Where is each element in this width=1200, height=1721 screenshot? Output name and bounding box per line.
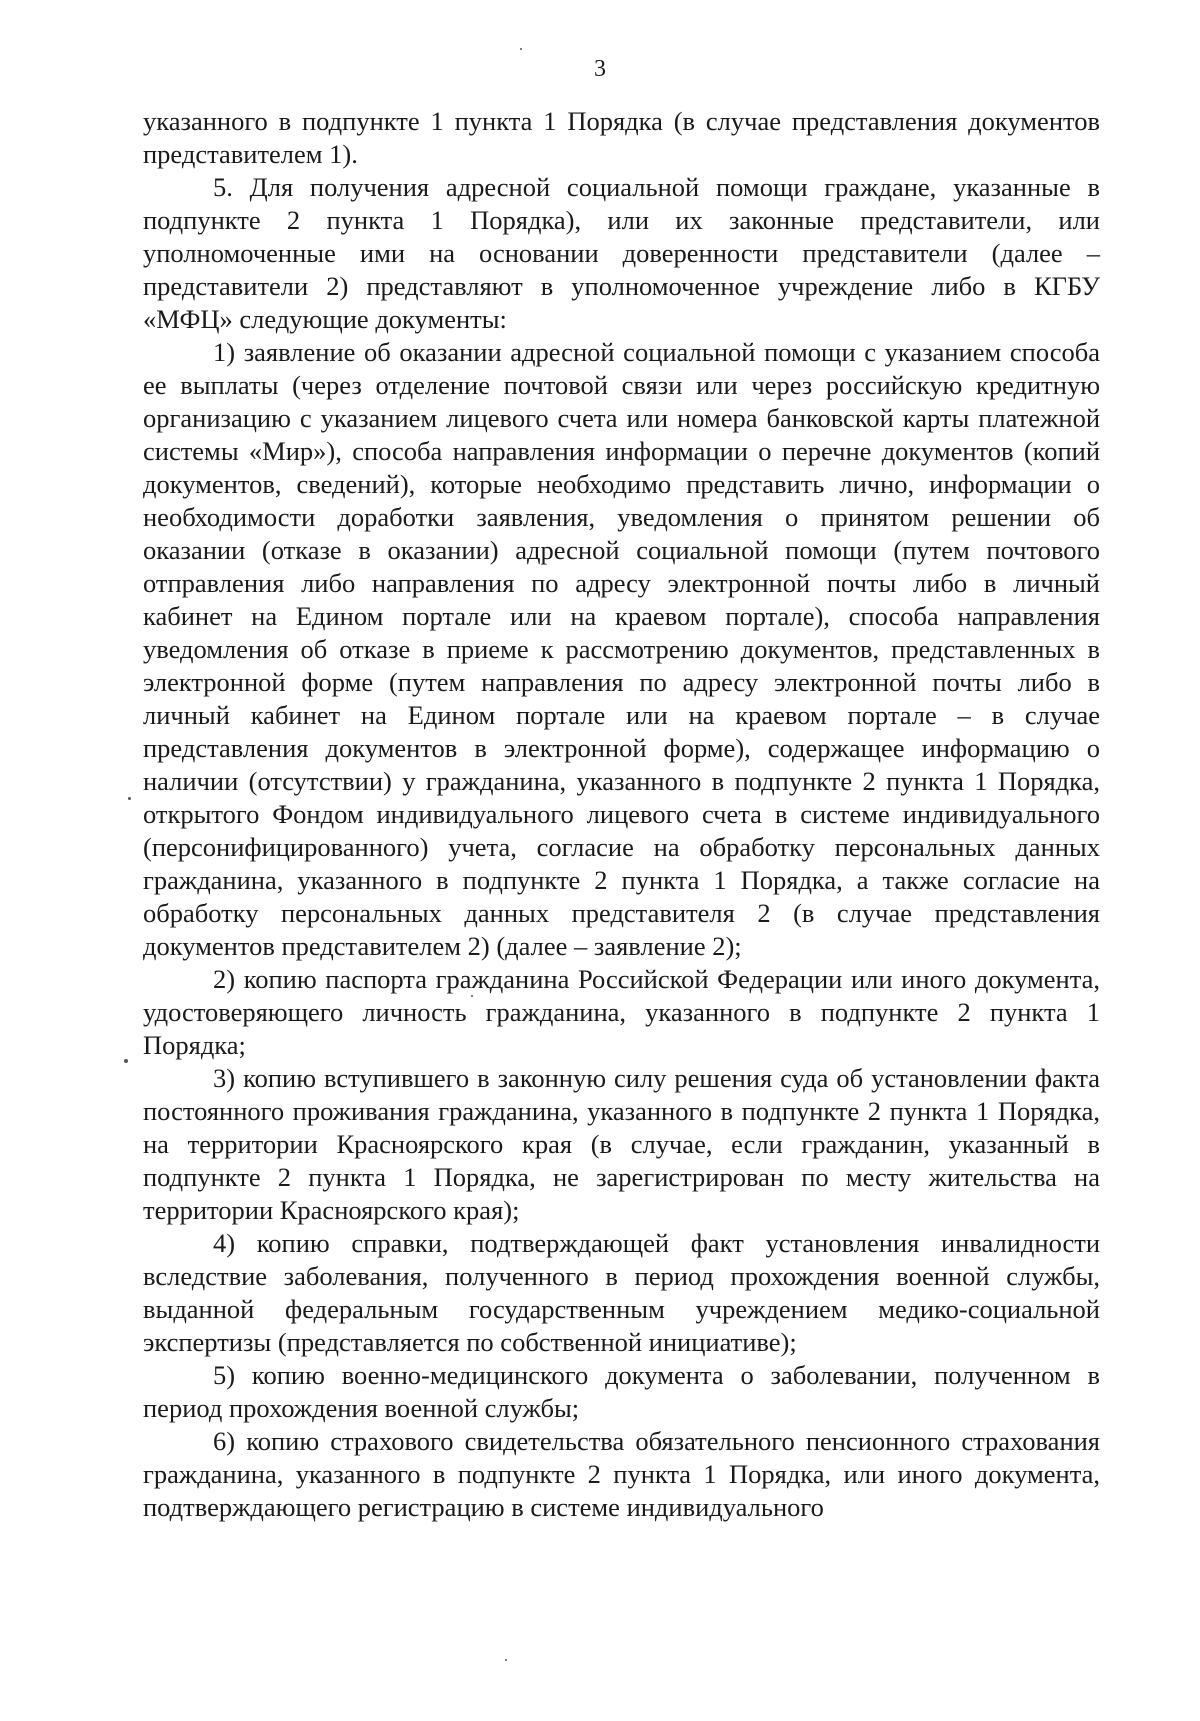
page-number: 3 [594, 56, 606, 82]
paragraph-subitem-2: 2) копию паспорта гражданина Российской Федерации или иного документа, удостоверяющего личность гражданина, указанного в подпункте 2 пункта 1 Порядка; [143, 964, 1100, 1060]
scan-speck [124, 1059, 128, 1063]
paragraph-subitem-4: 4) копию справки, подтверждающей факт установления инвалидности вследствие заболевания, полученного в период прохождения военной службы, выданной федеральным государственным учреждением медико-социальной экспертизы (представляется по собственной инициативе); [143, 1228, 1100, 1357]
scan-speck [128, 797, 131, 800]
paragraph-subitem-1: 1) заявление об оказании адресной социальной помощи с указанием способа ее выплаты (через отделение почтовой связи или через российскую кредитную организацию с указанием лицевого счета или номера банковской карты платежной системы «Мир»), способа направления информации о перечне документов (копий документов, сведений), которые необходимо представить лично, информации о необходимости доработки заявления, уведомления о принятом решении об оказании (отказе в оказании) адресной социальной помощи (путем почтового отправления либо направления по адресу электронной почты либо в личный кабинет на Едином портале или на краевом портале), способа направления уведомления об отказе в приеме к рассмотрению документов, представленных в электронной форме (путем направления по адресу электронной почты либо в личный кабинет на Едином портале или на краевом портале – в случае представления документов в электронной форме), содержащее информацию о наличии (отсутствии) у гражданина, указанного в подпункте 2 пункта 1 Порядка, открытого Фондом индивидуального лицевого счета в системе индивидуального (персонифицированного) учета, согласие на обработку персональных данных гражданина, указанного в подпункте 2 пункта 1 Порядка, а также согласие на обработку персональных данных представителя 2 (в случае представления документов представителем 2) (далее – заявление 2); [143, 337, 1100, 961]
paragraph-subitem-3: 3) копию вступившего в законную силу решения суда об установлении факта постоянного проживания гражданина, указанного в подпункте 2 пункта 1 Порядка, на территории Красноярского края (в случае, если гражданин, указанный в подпункте 2 пункта 1 Порядка, не зарегистрирован по месту жительства на территории Красноярского края); [143, 1063, 1100, 1225]
document-body [143, 105, 1100, 1524]
paragraph-continuation: указанного в подпункте 1 пункта 1 Порядка (в случае представления документов представителем 1). [143, 106, 1100, 169]
paragraph-subitem-5: 5) копию военно-медицинского документа о заболевании, полученном в период прохождения военной службы; [143, 1360, 1100, 1423]
paragraph-item-5: 5. Для получения адресной социальной помощи граждане, указанные в подпункте 2 пункта 1 Порядка), или их законные представители, или уполномоченные ими на основании доверенности представители (далее – представители 2) представляют в уполномоченное учреждение либо в КГБУ «МФЦ» следующие документы: [143, 172, 1100, 334]
scan-speck [520, 48, 522, 50]
scan-speck [505, 1659, 507, 1661]
paragraph-subitem-6: 6) копию страхового свидетельства обязательного пенсионного страхования гражданина, указанного в подпункте 2 пункта 1 Порядка, или иного документа, подтверждающего регистрацию в системе индивидуального [143, 1426, 1100, 1522]
scan-speck [471, 995, 473, 997]
